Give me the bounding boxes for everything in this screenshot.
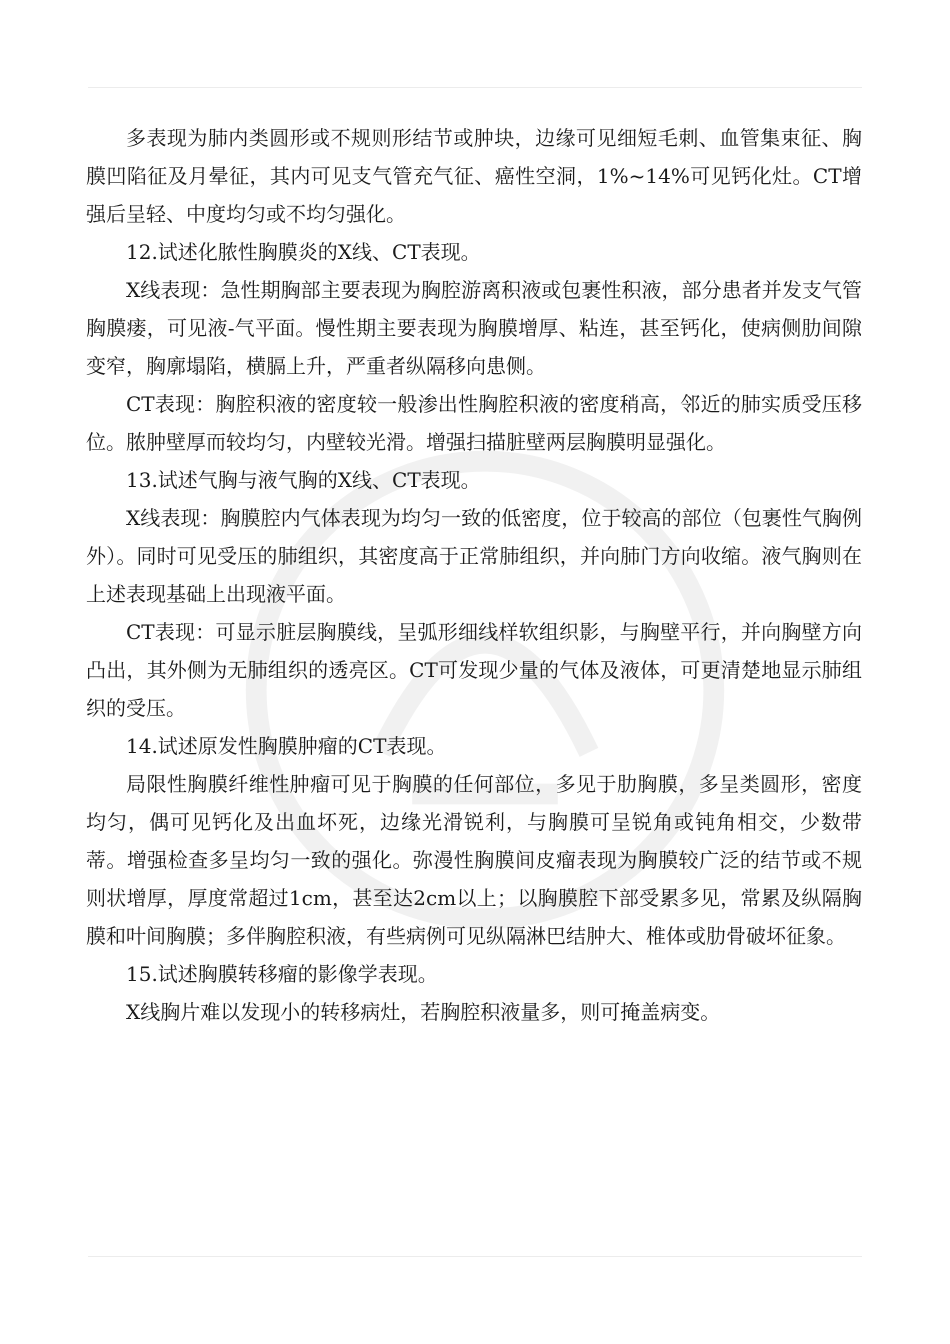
paragraph-continuation: 多表现为肺内类圆形或不规则形结节或肿块，边缘可见细短毛刺、血管集束征、胸膜凹陷征及月晕征，其内可见支气管充气征、癌性空洞，1%~14%可见钙化灶。CT增强后呈轻、中度均匀或不均匀强化。	[86, 126, 862, 226]
answer-paragraph-12-ct: CT表现：胸腔积液的密度较一般渗出性胸腔积液的密度稍高，邻近的肺实质受压移位。脓肿壁厚而较均匀，内壁较光滑。增强扫描脏壁两层胸膜明显强化。	[86, 392, 862, 454]
question-heading-14: 14.试述原发性胸膜肿瘤的CT表现。	[126, 734, 447, 758]
question-heading-12: 12.试述化脓性胸膜炎的X线、CT表现。	[126, 240, 481, 264]
answer-paragraph-12-xray: X线表现：急性期胸部主要表现为胸腔游离积液或包裹性积液，部分患者并发支气管胸膜瘘，可见液-气平面。慢性期主要表现为胸膜增厚、粘连，甚至钙化，使病侧肋间隙变窄，胸廓塌陷，横膈上升，严重者纵隔移向患侧。	[86, 278, 862, 378]
question-heading-13: 13.试述气胸与液气胸的X线、CT表现。	[126, 468, 481, 492]
answer-paragraph-13-ct: CT表现：可显示脏层胸膜线，呈弧形细线样软组织影，与胸壁平行，并向胸壁方向凸出，其外侧为无肺组织的透亮区。CT可发现少量的气体及液体，可更清楚地显示肺组织的受压。	[86, 620, 862, 720]
question-heading-15: 15.试述胸膜转移瘤的影像学表现。	[126, 962, 438, 986]
answer-paragraph-15: X线胸片难以发现小的转移病灶，若胸腔积液量多，则可掩盖病变。	[126, 1000, 721, 1024]
answer-paragraph-13-xray: X线表现：胸膜腔内气体表现为均匀一致的低密度，位于较高的部位（包裹性气胸例外）。同时可见受压的肺组织，其密度高于正常肺组织，并向肺门方向收缩。液气胸则在上述表现基础上出现液平面。	[86, 506, 862, 606]
header-rule	[88, 87, 862, 88]
answer-paragraph-14: 局限性胸膜纤维性肿瘤可见于胸膜的任何部位，多见于肋胸膜，多呈类圆形，密度均匀，偶可见钙化及出血坏死，边缘光滑锐利，与胸膜可呈锐角或钝角相交，少数带蒂。增强检查多呈均匀一致的强化。弥漫性胸膜间皮瘤表现为胸膜较广泛的结节或不规则状增厚，厚度常超过1cm，甚至达2cm以上；以胸膜腔下部受累多见，常累及纵隔胸膜和叶间胸膜；多伴胸腔积液，有些病例可见纵隔淋巴结肿大、椎体或肋骨破坏征象。	[86, 772, 862, 948]
document-body	[86, 119, 862, 1031]
footer-rule	[88, 1256, 862, 1257]
